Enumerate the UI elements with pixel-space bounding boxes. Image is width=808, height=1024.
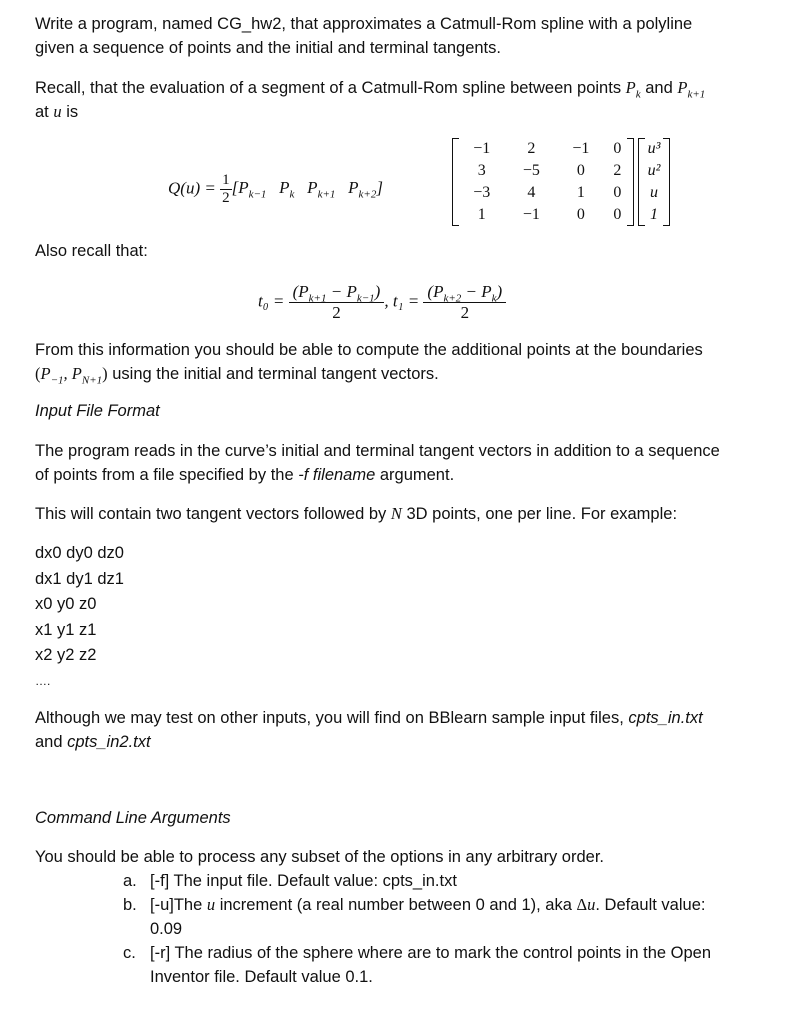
example-line: dx1 dy1 dz1 <box>35 569 124 588</box>
matrix-cell: 0 <box>613 184 622 201</box>
command-line-intro: You should be able to process any subset of the options in any arbitrary order. <box>35 848 605 866</box>
option-f: a. [-f] The input file. Default value: cpts_in.txt <box>123 872 457 890</box>
matrix-cell: 1 <box>477 206 486 223</box>
intro-line-1: Write a program, named CG_hw2, that approximates a Catmull-Rom spline with a polyline <box>35 15 693 33</box>
example-block <box>35 541 782 694</box>
u-vector-cell: u² <box>647 162 661 179</box>
basis-matrix <box>452 138 634 226</box>
sample-paragraph: Although we may test on other inputs, you will find on BBlearn sample input files, cpts_in.txt and cpts_in2.txt <box>35 709 703 751</box>
example-line: x0 y0 z0 <box>35 595 97 613</box>
input-paragraph: The program reads in the curve’s initial and terminal tangent vectors in addition to a sequence of points from a file specified by the -f filename argument. <box>35 442 720 484</box>
input-format-heading: Input File Format <box>35 402 160 420</box>
example-ellipsis: …. <box>35 673 51 688</box>
filename-flag: -f filename <box>298 466 376 484</box>
t1-numerator: $(P_{k+2} - P_k)$ <box>423 282 506 303</box>
u-vector-cell: u³ <box>647 140 661 157</box>
t0-label: t₀ = <box>258 291 285 311</box>
tangent-equation <box>258 282 506 323</box>
t0-numerator: $(P_{k+1} - P_{k-1})$ <box>289 282 385 303</box>
matrix-cell: 2 <box>613 162 622 179</box>
t1-fraction: $\frac{(P_{k+2} - P_k)}{2}$ <box>423 282 506 323</box>
option-r: c. [-r] The radius of the sphere where are to mark the control points in the Open Inventor file. Default value 0.1. <box>123 944 711 986</box>
matrix-cell: 0 <box>576 162 585 179</box>
contains-paragraph: This will contain two tangent vectors followed by N 3D points, one per line. For example: <box>35 504 678 523</box>
example-line: x2 y2 z2 <box>35 646 97 664</box>
u-vector <box>638 138 670 226</box>
intro-line-2: given a sequence of points and the initial and terminal tangents. <box>35 39 501 57</box>
u-vector-cell: u <box>650 184 658 201</box>
matrix-cell: 2 <box>527 140 536 157</box>
also-recall: Also recall that: <box>35 242 148 260</box>
u-vector-cell: 1 <box>650 206 658 223</box>
symbol-pk1: $P_{k+1}$ <box>677 78 706 101</box>
matrix-cell: −3 <box>473 184 491 201</box>
boundary-points: ($P_{-1}$, $P_{N+1}$) <box>35 364 108 387</box>
t1-label: , t₁ = <box>384 291 420 311</box>
matrix-cell: 0 <box>576 206 585 223</box>
t0-fraction: $\frac{(P_{k+1} - P_{k-1})}{2}$ <box>289 282 385 323</box>
recall-paragraph: Recall, that the evaluation of a segment of a Catmull-Rom spline between points $P_k$ and $P_{k+1}$ at u is <box>35 78 706 121</box>
half-fraction: $\frac{1}{2}$ <box>222 172 230 206</box>
matrix-cell: −1 <box>473 140 491 157</box>
symbol-pk: $P_k$ <box>625 78 641 101</box>
boundary-paragraph: From this information you should be able to compute the additional points at the boundaries ($P_{-1}$, $P_{N+1}$) using the initial and terminal tangent vectors. <box>35 341 703 387</box>
matrix-cell: 0 <box>613 140 622 157</box>
recall-text: Recall, that the evaluation of a segment of a Catmull-Rom spline between points <box>35 79 622 97</box>
example-line: x1 y1 z1 <box>35 620 97 639</box>
equation-lhs: Q(u) = <box>168 178 216 198</box>
matrix-cell: 3 <box>477 162 486 179</box>
options-list <box>123 869 778 989</box>
intro-paragraph <box>35 12 782 60</box>
sample-file-2: cpts_in2.txt <box>67 733 151 751</box>
matrix-cell: −5 <box>522 162 540 179</box>
option-u: b. [-u]The u increment (a real number between 0 and 1), aka Δu. Default value: 0.09 <box>123 895 706 938</box>
matrix-cell: 1 <box>576 184 585 201</box>
sample-file-1: cpts_in.txt <box>628 709 703 727</box>
matrix-cell: 4 <box>527 184 536 201</box>
example-line: dx0 dy0 dz0 <box>35 544 124 562</box>
command-line-heading: Command Line Arguments <box>35 809 231 827</box>
point-row-vector: [$P_{k-1}$ $P_k$ $P_{k+1}$ $P_{k+2}$] <box>231 178 383 201</box>
matrix-cell: −1 <box>572 140 590 157</box>
matrix-cell: −1 <box>522 206 540 223</box>
matrix-cell: 0 <box>613 206 622 223</box>
